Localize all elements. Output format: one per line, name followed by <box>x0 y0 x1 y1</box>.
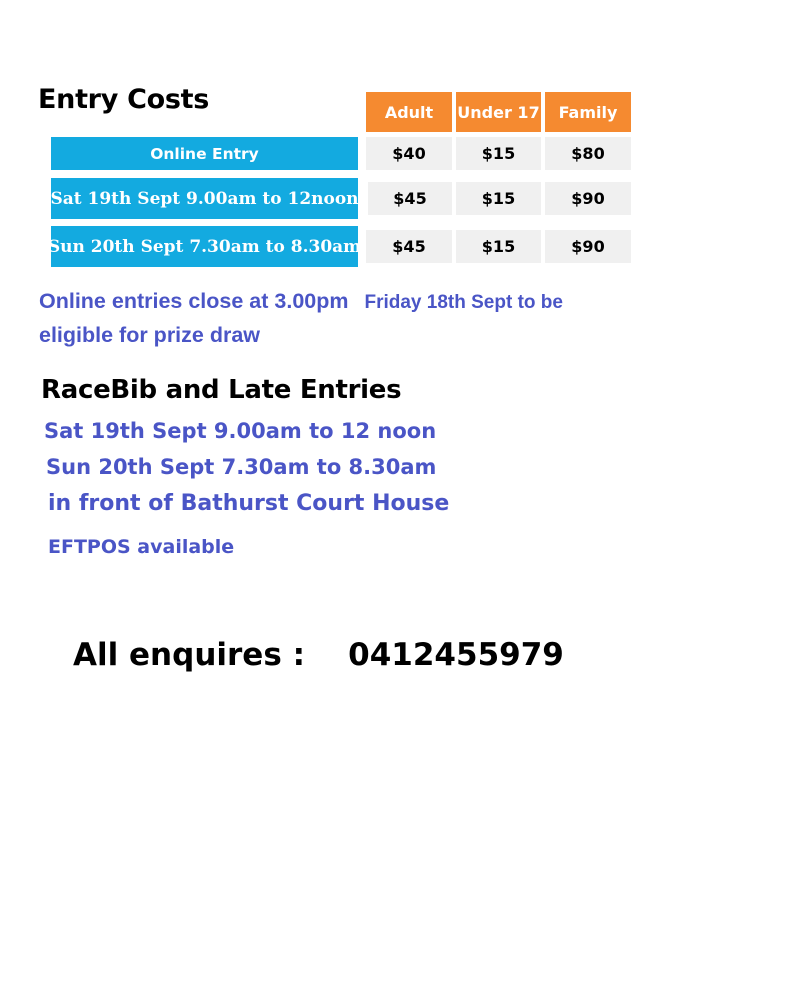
online-note-part1: Online entries close at 3.00pm <box>39 289 349 313</box>
price-online-adult: $40 <box>366 137 452 170</box>
online-note-part2: Friday 18th Sept to be <box>364 292 563 313</box>
price-sat-adult: $45 <box>368 182 452 215</box>
price-online-family: $80 <box>545 137 631 170</box>
row-label-sunday: Sun 20th Sept 7.30am to 8.30am <box>51 226 358 267</box>
page-title: Entry Costs <box>38 84 210 115</box>
header-family: Family <box>545 92 631 132</box>
late-entries-heading: RaceBib and Late Entries <box>41 375 402 405</box>
header-under-17: Under 17 <box>456 92 541 132</box>
enquiries-phone: 0412455979 <box>348 637 564 673</box>
enquiries-label: All enquires : <box>73 637 305 673</box>
late-entry-location: in front of Bathurst Court House <box>48 491 450 516</box>
online-entries-note <box>39 285 563 351</box>
price-sat-under-17: $15 <box>456 182 541 215</box>
header-adult: Adult <box>366 92 452 132</box>
row-label-online-entry: Online Entry <box>51 137 358 170</box>
online-note-line2: eligible for prize draw <box>39 323 261 347</box>
late-entry-saturday: Sat 19th Sept 9.00am to 12 noon <box>44 419 437 443</box>
row-label-saturday: Sat 19th Sept 9.00am to 12noon <box>51 178 358 219</box>
eftpos-note: EFTPOS available <box>48 536 235 558</box>
late-entry-sunday: Sun 20th Sept 7.30am to 8.30am <box>46 455 437 479</box>
price-sun-under-17: $15 <box>456 230 541 263</box>
price-online-under-17: $15 <box>456 137 541 170</box>
price-sat-family: $90 <box>545 182 631 215</box>
price-sun-adult: $45 <box>366 230 452 263</box>
price-sun-family: $90 <box>545 230 631 263</box>
enquiries-line <box>73 637 564 673</box>
